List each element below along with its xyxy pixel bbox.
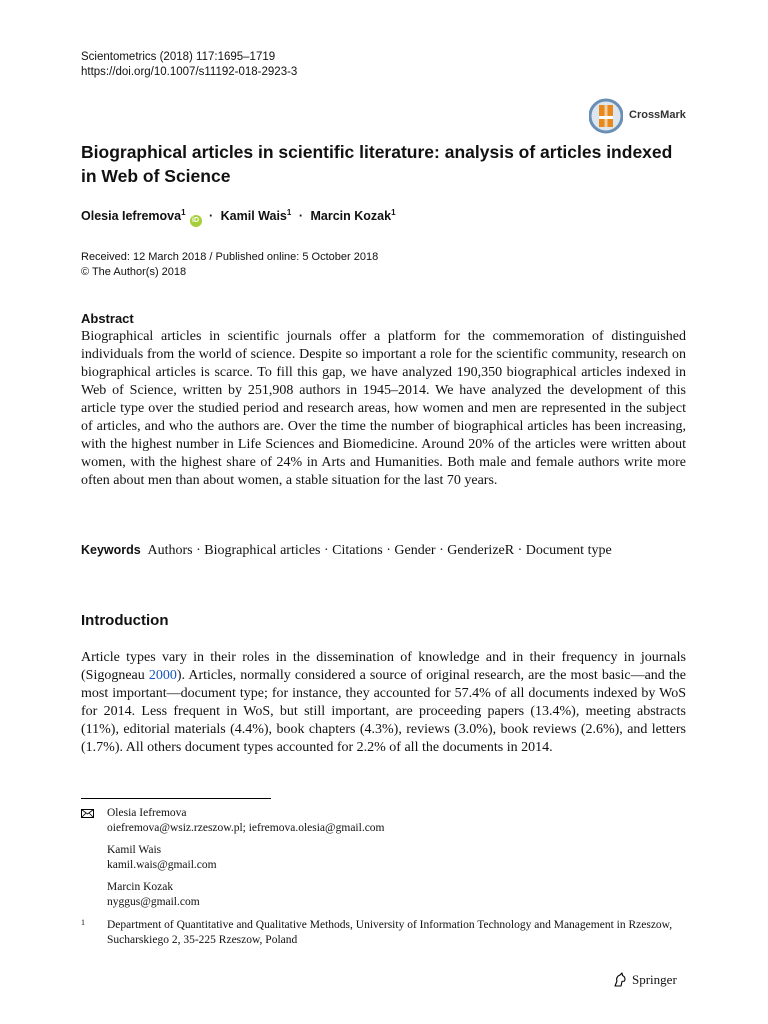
citation-link[interactable]: 2000: [148, 668, 177, 683]
author-name[interactable]: Olesia Iefremova: [81, 209, 182, 224]
springer-horse-icon: [612, 972, 628, 988]
intro-text-part: Article types vary in their roles in the dissemination of knowledge and in their frequency in journals (Sigogneau: [81, 650, 686, 683]
keywords-label: Keywords: [81, 543, 141, 557]
journal-citation: Scientometrics (2018) 117:1695–1719: [81, 51, 276, 63]
crossmark-label: CrossMark: [629, 109, 686, 121]
received-published: Received: 12 March 2018 / Published online: 5 October 2018: [81, 251, 379, 263]
contact-email[interactable]: nyggus@gmail.com: [107, 896, 200, 908]
crossmark-badge[interactable]: [589, 96, 699, 136]
journal-header: [81, 50, 297, 80]
keywords: [81, 541, 686, 560]
author-affil-sup: 1: [286, 208, 292, 217]
contact-name: Marcin Kozak: [107, 881, 174, 893]
author-list: [81, 208, 396, 227]
envelope-icon: [81, 809, 94, 818]
journal-doi[interactable]: https://doi.org/10.1007/s11192-018-2923-3: [81, 66, 298, 78]
contact-email[interactable]: oiefremova@wsiz.rzeszow.pl; iefremova.olesia@gmail.com: [107, 822, 385, 834]
contact-email[interactable]: kamil.wais@gmail.com: [107, 859, 217, 871]
contact-name: Olesia Iefremova: [107, 807, 187, 819]
footnote-divider: [81, 798, 271, 799]
contact-entry: [81, 843, 686, 873]
article-title: Biographical articles in scientific literature: analysis of articles indexed in Web of Science: [81, 142, 673, 186]
publication-dates: [81, 250, 378, 280]
copyright: © The Author(s) 2018: [81, 266, 187, 278]
author-affil-sup: 1: [391, 208, 396, 217]
contact-entry: [81, 806, 686, 836]
affiliation-text: Department of Quantitative and Qualitative Methods, University of Information Technology and Management in Rzeszow, Sucharskiego 2, 35-225 Rzeszow, Poland: [107, 919, 673, 946]
abstract-text: Biographical articles in scientific journals offer a platform for the commemoration of distinguished individuals from the world of science. Despite so important a role for the scientific community, research on biographical articles is scarce. To fill this gap, we have analyzed 190,350 biographical articles indexed in Web of Science, written by 251,908 authors in 1945–2014. We have analyzed the development of this article type over the studied period and research areas, how women and men are represented in the subject of articles, and who the authors are. Over the time the number of biographical articles has been increasing, with the highest number in Life Sciences and Biomedicine. Around 20% of the articles were written about women, with the highest share of 24% in Arts and Humanities. Both male and female authors write more often about men than about women, a stable situation for the last 70 years.: [81, 329, 686, 488]
crossmark-icon: [589, 96, 623, 136]
author-separator: ·: [209, 209, 214, 224]
author-name[interactable]: Kamil Wais: [220, 209, 287, 224]
author-affil-sup: 1: [181, 208, 186, 217]
contact-name: Kamil Wais: [107, 844, 162, 856]
abstract-heading: Abstract: [81, 311, 134, 326]
orcid-icon[interactable]: iD: [190, 215, 202, 227]
intro-text-part: ). Articles, normally considered a source of original research, are the most basic—and the most important—document type; for instance, they accounted for 57.4% of all documents indexed by WoS for 2014. Less frequent in WoS, but still important, are proceeding papers (13.4%), meeting abstracts (11%), editorial materials (4.4%), book chapters (4.3%), reviews (3.0%), book reviews (2.6%), and letters (1.7%). All others document types accounted for 2.2% of all the documents in 2014.: [81, 668, 687, 755]
affiliation-number: 1: [81, 918, 85, 927]
keywords-list: Authors · Biographical articles · Citations · Gender · GenderizeR · Document type: [147, 543, 612, 558]
introduction-text: [81, 649, 686, 757]
publisher-name: Springer: [632, 972, 677, 987]
publisher-logo: [612, 972, 677, 988]
introduction-heading: Introduction: [81, 612, 169, 629]
author-separator: ·: [298, 209, 303, 224]
author-contacts: [81, 806, 686, 917]
contact-entry: [81, 880, 686, 910]
author-name[interactable]: Marcin Kozak: [310, 209, 392, 224]
